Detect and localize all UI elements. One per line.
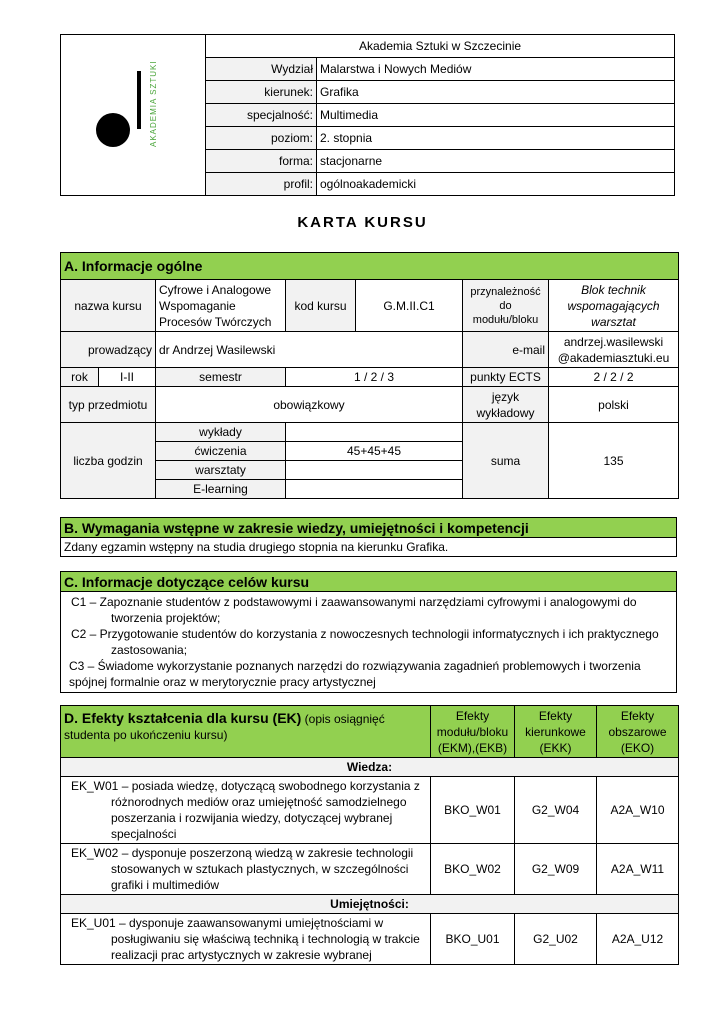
form-label: forma: xyxy=(206,150,317,173)
course-name-label: nazwa kursu xyxy=(61,280,156,332)
profile-value: ogólnoakademicki xyxy=(317,173,675,196)
skills-label: Umiejętności: xyxy=(61,895,679,914)
hours-workshops-value xyxy=(286,461,463,480)
institution-name: Akademia Sztuki w Szczecinie xyxy=(206,35,675,58)
email-label: e-mail xyxy=(463,332,549,368)
document-title: KARTA KURSU xyxy=(297,214,428,231)
hours-elearning-label: E-learning xyxy=(156,480,286,499)
year-value: I-II xyxy=(99,368,156,387)
effect-u01-ekb: BKO_U01 xyxy=(431,914,515,965)
course-code: G.M.II.C1 xyxy=(356,280,463,332)
field-label: kierunek: xyxy=(206,81,317,104)
semester-value: 1 / 2 / 3 xyxy=(286,368,463,387)
specialty-label: specjalność: xyxy=(206,104,317,127)
level-label: poziom: xyxy=(206,127,317,150)
ects-label: punkty ECTS xyxy=(463,368,549,387)
profile-label: profil: xyxy=(206,173,317,196)
hours-elearning-value xyxy=(286,480,463,499)
logo-dot-shape xyxy=(96,113,130,147)
effect-w02 xyxy=(61,844,431,895)
hours-workshops-label: warsztaty xyxy=(156,461,286,480)
language-label: język wykładowy xyxy=(463,387,549,423)
goal-c3: C3 – Świadome wykorzystanie poznanych narzędzi do rozwiązywania zagadnień problemowych i tworzenia spójnej formalnie oraz w merytorycznie pracy artystycznej xyxy=(69,659,641,689)
section-b-text: Zdany egzamin wstępny na studia drugiego stopnia na kierunku Grafika. xyxy=(61,538,677,557)
sum-label: suma xyxy=(463,423,549,499)
goal-c1: C1 – Zapoznanie studentów z podstawowymi i zaawansowanymi narzędziami cyfrowymi i analogowymi do tworzenia projektów; xyxy=(71,595,637,625)
effect-u01-text: EK_U01 – dysponuje zaawansowanymi umiejętnościami w posługiwaniu się właściwą techniką i technologią w trakcie realizacji prac artystycznych w zakresie wybranej xyxy=(71,916,420,962)
module-value: Blok technik wspomagających warsztat xyxy=(549,280,679,332)
ects-value: 2 / 2 / 2 xyxy=(549,368,679,387)
language-value: polski xyxy=(549,387,679,423)
section-b-heading: B. Wymagania wstępne w zakresie wiedzy, umiejętności i kompetencji xyxy=(61,518,677,538)
form-value: stacjonarne xyxy=(317,150,675,173)
module-label: przynależność do modułu/bloku xyxy=(463,280,549,332)
hours-exercises-value: 45+45+45 xyxy=(286,442,463,461)
hours-lectures-label: wykłady xyxy=(156,423,286,442)
field-value: Grafika xyxy=(317,81,675,104)
hours-label: liczba godzin xyxy=(61,423,156,499)
col-ekk-header: Efekty kierunkowe (EKK) xyxy=(515,706,597,758)
col-ekb-header: Efekty modułu/bloku (EKM),(EKB) xyxy=(431,706,515,758)
section-d-title: D. Efekty kształcenia dla kursu (EK) xyxy=(64,710,302,726)
effect-w02-ekb: BKO_W02 xyxy=(431,844,515,895)
course-code-label: kod kursu xyxy=(286,280,356,332)
type-value: obowiązkowy xyxy=(156,387,463,423)
effect-u01-ekk: G2_U02 xyxy=(515,914,597,965)
section-a-table xyxy=(60,252,679,499)
effect-w01-ekk: G2_W04 xyxy=(515,777,597,844)
effect-u01 xyxy=(61,914,431,965)
level-value: 2. stopnia xyxy=(317,127,675,150)
section-d-note: (opis osiągnięć studenta po ukończeniu kursu) xyxy=(64,712,385,742)
logo xyxy=(61,35,206,196)
year-label: rok xyxy=(61,368,99,387)
effect-w02-text: EK_W02 – dysponuje poszerzoną wiedzą w zakresie technologii stosowanych w sztukach plastycznych, w szczególności grafiki i multimediów xyxy=(71,846,414,892)
lecturer-name: dr Andrzej Wasilewski xyxy=(156,332,463,368)
effect-w01 xyxy=(61,777,431,844)
knowledge-label: Wiedza: xyxy=(61,758,679,777)
hours-exercises-label: ćwiczenia xyxy=(156,442,286,461)
effect-w02-eko: A2A_W11 xyxy=(597,844,679,895)
effect-w01-text: EK_W01 – posiada wiedzę, dotyczącą swobodnego korzystania z różnorodnych mediów oraz umiejętność samodzielnego poszerzania i rozwijania wiedzy, dotyczącej wybranej specjalności xyxy=(71,779,420,841)
effect-w02-ekk: G2_W09 xyxy=(515,844,597,895)
section-d-heading xyxy=(61,706,431,758)
col-eko-header: Efekty obszarowe (EKO) xyxy=(597,706,679,758)
email-value[interactable]: andrzej.wasilewski @akademiasztuki.eu xyxy=(549,332,679,368)
goal-c2: C2 – Przygotowanie studentów do korzystania z nowoczesnych technologii informatycznych i ich praktycznego zastosowania; xyxy=(71,627,659,657)
semester-label: semestr xyxy=(156,368,286,387)
section-c-goals xyxy=(61,592,677,693)
effect-u01-eko: A2A_U12 xyxy=(597,914,679,965)
course-name: Cyfrowe i Analogowe Wspomaganie Procesów Twórczych xyxy=(156,280,286,332)
section-a-heading: A. Informacje ogólne xyxy=(61,253,679,280)
hours-lectures-value xyxy=(286,423,463,442)
sum-value: 135 xyxy=(549,423,679,499)
header-table xyxy=(60,34,675,196)
section-c-table xyxy=(60,571,677,693)
type-label: typ przedmiotu xyxy=(61,387,156,423)
section-d-table xyxy=(60,705,679,965)
effect-w01-ekb: BKO_W01 xyxy=(431,777,515,844)
section-c-heading: C. Informacje dotyczące celów kursu xyxy=(61,572,677,592)
faculty-value: Malarstwa i Nowych Mediów xyxy=(317,58,675,81)
section-b-table xyxy=(60,517,677,557)
faculty-label: Wydział xyxy=(206,58,317,81)
specialty-value: Multimedia xyxy=(317,104,675,127)
logo-text: AKADEMIA SZTUKI xyxy=(149,60,158,147)
effect-w01-eko: A2A_W10 xyxy=(597,777,679,844)
logo-bar-shape xyxy=(137,71,141,129)
lecturer-label: prowadzący xyxy=(61,332,156,368)
